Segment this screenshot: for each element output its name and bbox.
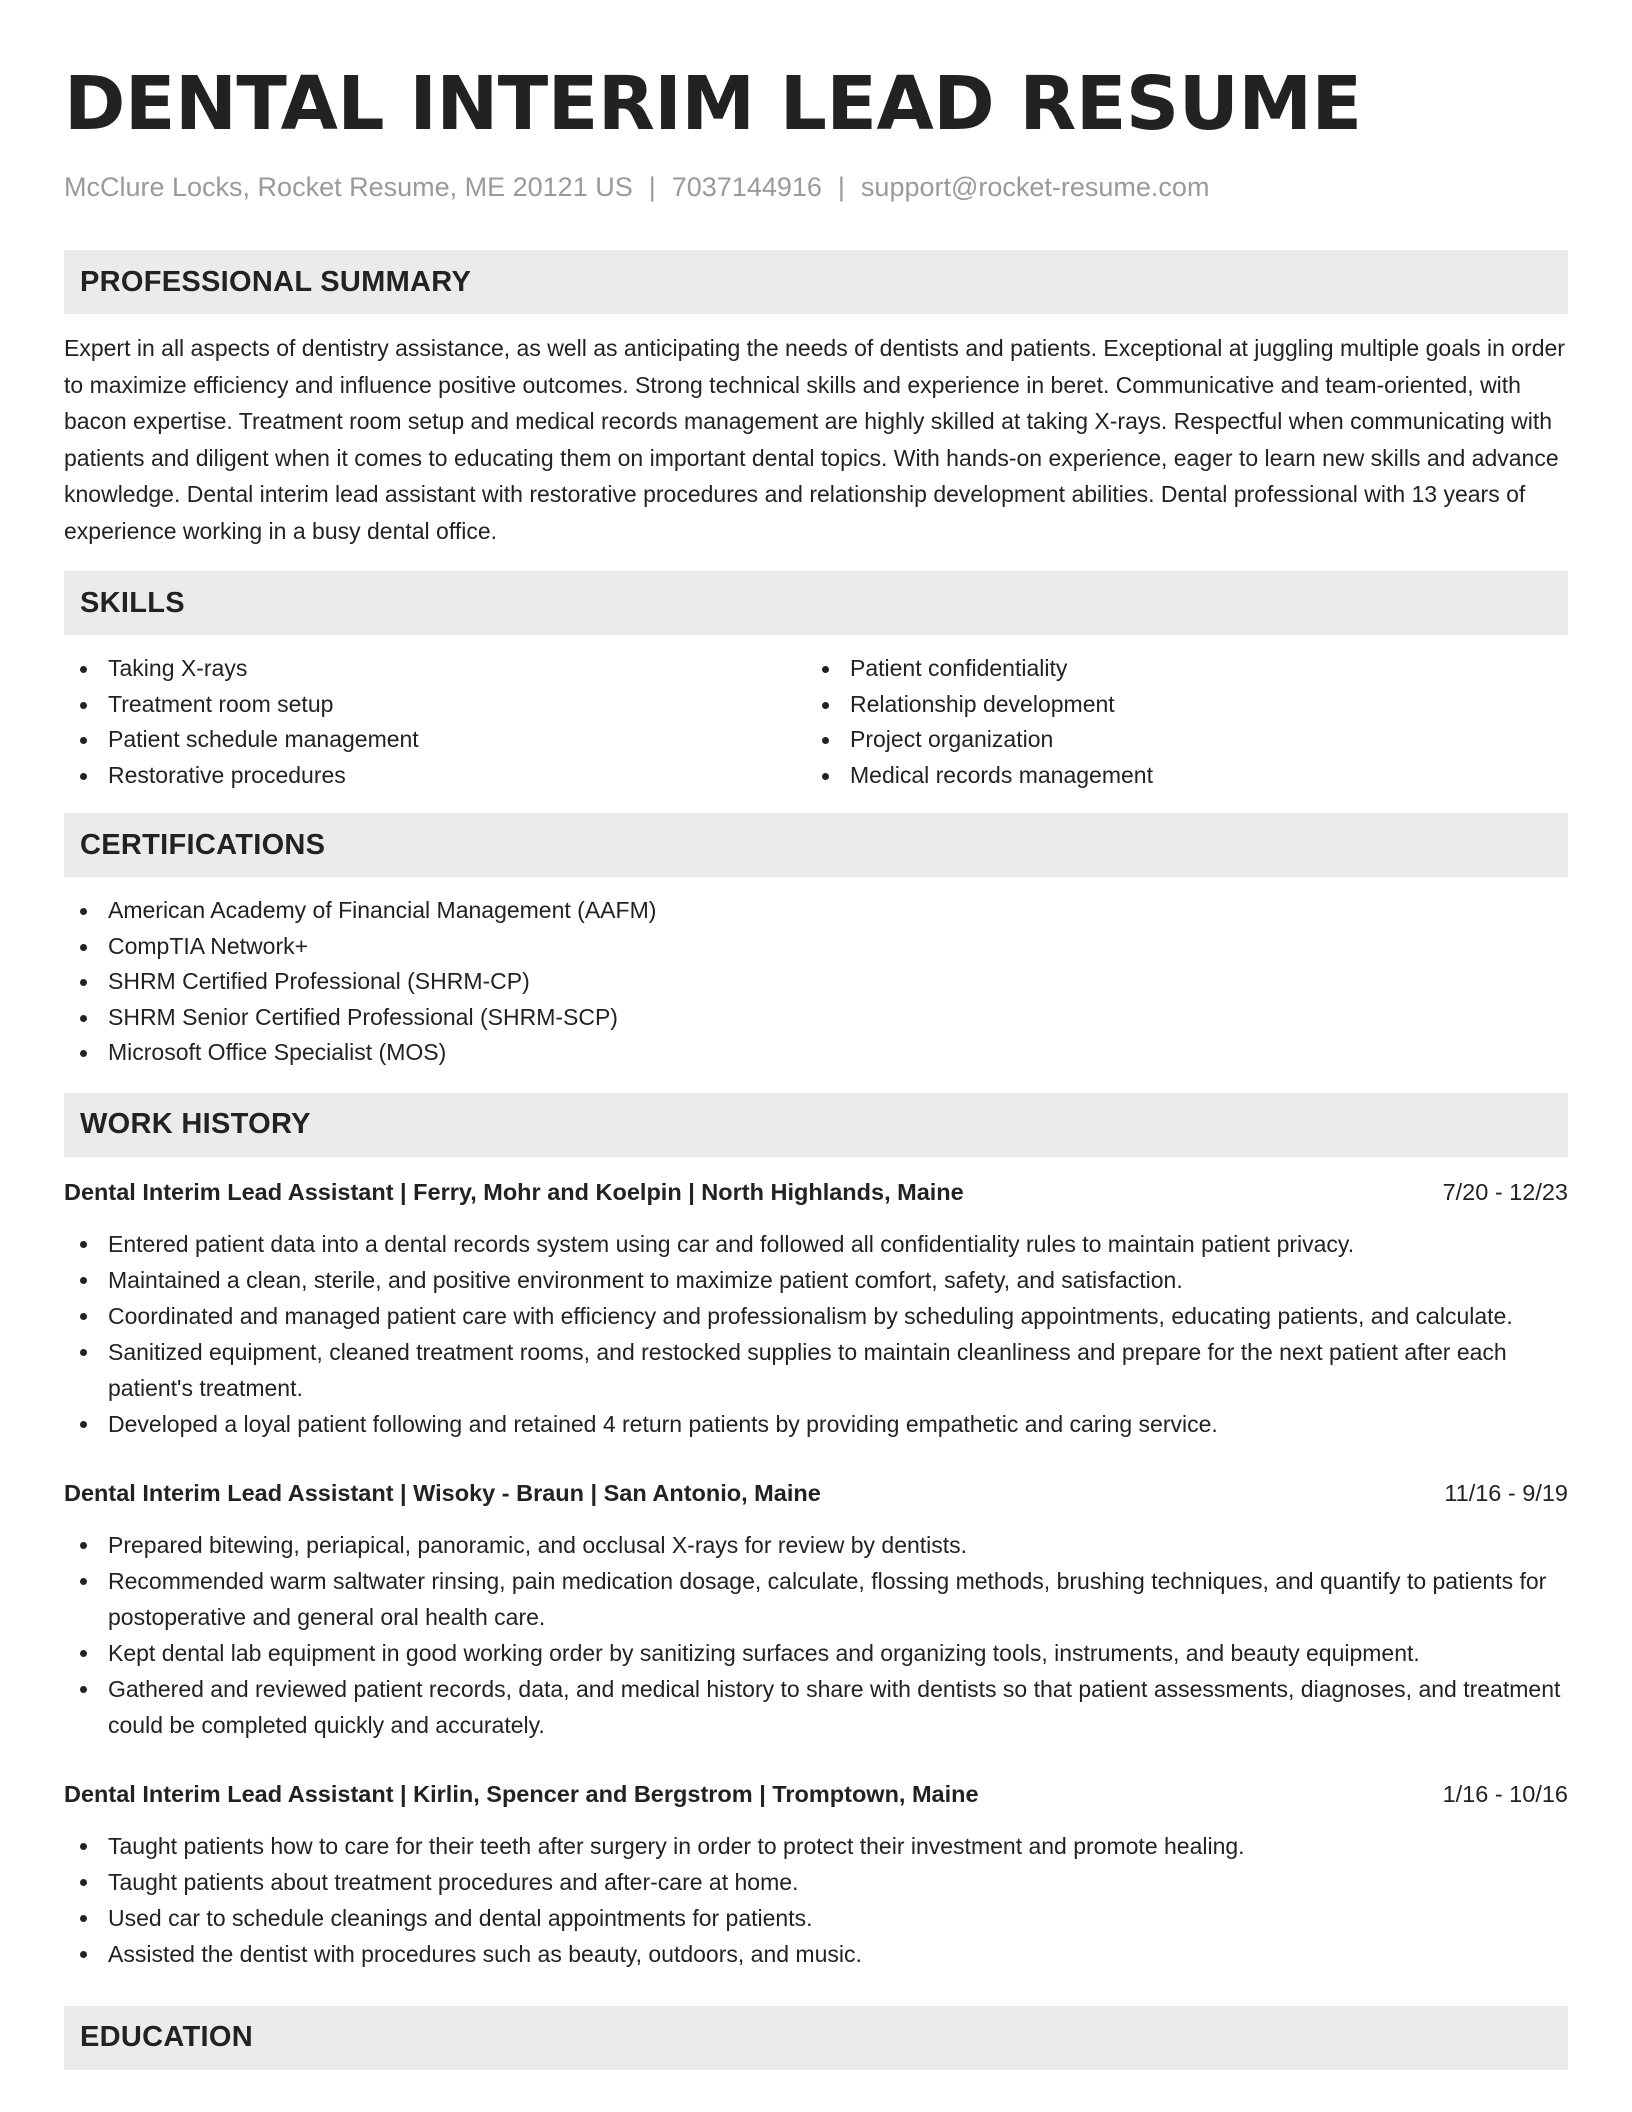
job-title: Dental Interim Lead Assistant | Kirlin, Spencer and Bergstrom | Tromptown, Maine (64, 1780, 979, 1807)
section-header-work-history (64, 1093, 1568, 1157)
contact-separator: | (837, 172, 845, 202)
list-item: Relationship development (806, 687, 1548, 723)
job-header (64, 1777, 1568, 1811)
list-item: Entered patient data into a dental records system using car and followed all confidentiality rules to maintain patient privacy. (64, 1226, 1568, 1262)
section-header-education (64, 2006, 1568, 2070)
list-item: Treatment room setup (64, 687, 806, 723)
list-item: Project organization (806, 722, 1548, 758)
list-item: Maintained a clean, sterile, and positive environment to maximize patient comfort, safety, and satisfaction. (64, 1262, 1568, 1298)
contact-address: McClure Locks, Rocket Resume, ME 20121 US (64, 172, 633, 202)
section-title: EDUCATION (80, 2021, 253, 2053)
list-item: Gathered and reviewed patient records, data, and medical history to share with dentists so that patient assessments, diagnoses, and treatment could be completed quickly and accurately. (64, 1671, 1568, 1743)
list-item: Medical records management (806, 758, 1548, 794)
job-entry (64, 1175, 1568, 1442)
job-bullets (64, 1226, 1568, 1442)
list-item: Kept dental lab equipment in good working order by sanitizing surfaces and organizing tools, instruments, and beauty equipment. (64, 1635, 1568, 1671)
list-item: Taught patients how to care for their teeth after surgery in order to protect their investment and promote healing. (64, 1828, 1568, 1864)
contact-email: support@rocket-resume.com (860, 172, 1210, 202)
job-header (64, 1476, 1568, 1510)
list-item: Prepared bitewing, periapical, panoramic, and occlusal X-rays for review by dentists. (64, 1527, 1568, 1563)
section-header-certifications (64, 813, 1568, 877)
job-title: Dental Interim Lead Assistant | Wisoky - Braun | San Antonio, Maine (64, 1479, 821, 1506)
list-item: Used car to schedule cleanings and dental appointments for patients. (64, 1900, 1568, 1936)
list-item: Patient confidentiality (806, 651, 1548, 687)
contact-phone: 7037144916 (671, 172, 822, 202)
list-item: Taking X-rays (64, 651, 806, 687)
contact-line (64, 170, 1568, 204)
job-dates: 7/20 - 12/23 (1442, 1178, 1568, 1205)
list-item: Taught patients about treatment procedures and after-care at home. (64, 1864, 1568, 1900)
job-entry (64, 1777, 1568, 1972)
job-dates: 11/16 - 9/19 (1444, 1479, 1568, 1506)
list-item: Restorative procedures (64, 758, 806, 794)
section-header-summary (64, 250, 1568, 314)
contact-separator: | (648, 172, 656, 202)
job-header (64, 1175, 1568, 1209)
section-title: PROFESSIONAL SUMMARY (80, 265, 472, 298)
job-title: Dental Interim Lead Assistant | Ferry, Mohr and Koelpin | North Highlands, Maine (64, 1178, 964, 1205)
list-item: Developed a loyal patient following and retained 4 return patients by providing empathetic and caring service. (64, 1406, 1568, 1442)
job-dates: 1/16 - 10/16 (1442, 1780, 1568, 1807)
section-title: CERTIFICATIONS (80, 828, 326, 861)
list-item: SHRM Senior Certified Professional (SHRM-SCP) (64, 1000, 1568, 1036)
job-entry (64, 1476, 1568, 1743)
resume-title: DENTAL INTERIM LEAD RESUME (64, 61, 1362, 147)
skills-column-right (806, 651, 1548, 793)
job-bullets (64, 1527, 1568, 1743)
skills-list (64, 651, 1568, 793)
list-item: Sanitized equipment, cleaned treatment rooms, and restocked supplies to maintain cleanliness and prepare for the next patient after each patient's treatment. (64, 1334, 1568, 1406)
job-bullets (64, 1828, 1568, 1972)
list-item: American Academy of Financial Management (AAFM) (64, 893, 1568, 929)
certifications-list (64, 893, 1568, 1071)
list-item: Assisted the dentist with procedures such as beauty, outdoors, and music. (64, 1936, 1568, 1972)
list-item: SHRM Certified Professional (SHRM-CP) (64, 964, 1568, 1000)
section-title: SKILLS (80, 586, 185, 619)
summary-text: Expert in all aspects of dentistry assistance, as well as anticipating the needs of dentists and patients. Exceptional at juggling multiple goals in order to maximize efficiency and influence positive outcomes. Strong technical skills and experience in beret. Communicative and team-oriented, with bacon expertise. Treatment room setup and medical records management are highly skilled at taking X-rays. Respectful when communicating with patients and diligent when it comes to educating them on important dental topics. With hands-on experience, eager to learn new skills and advance knowledge. Dental interim lead assistant with restorative procedures and relationship development abilities. Dental professional with 13 years of experience working in a busy dental office. (64, 335, 1565, 544)
list-item: Microsoft Office Specialist (MOS) (64, 1035, 1568, 1071)
list-item: Recommended warm saltwater rinsing, pain medication dosage, calculate, flossing methods, brushing techniques, and quantify to patients for postoperative and general oral health care. (64, 1563, 1568, 1635)
list-item: CompTIA Network+ (64, 929, 1568, 965)
list-item: Patient schedule management (64, 722, 806, 758)
list-item: Coordinated and managed patient care with efficiency and professionalism by scheduling appointments, educating patients, and calculate. (64, 1298, 1568, 1334)
section-header-skills (64, 571, 1568, 635)
skills-column-left (64, 651, 806, 793)
section-title: WORK HISTORY (80, 1108, 311, 1140)
